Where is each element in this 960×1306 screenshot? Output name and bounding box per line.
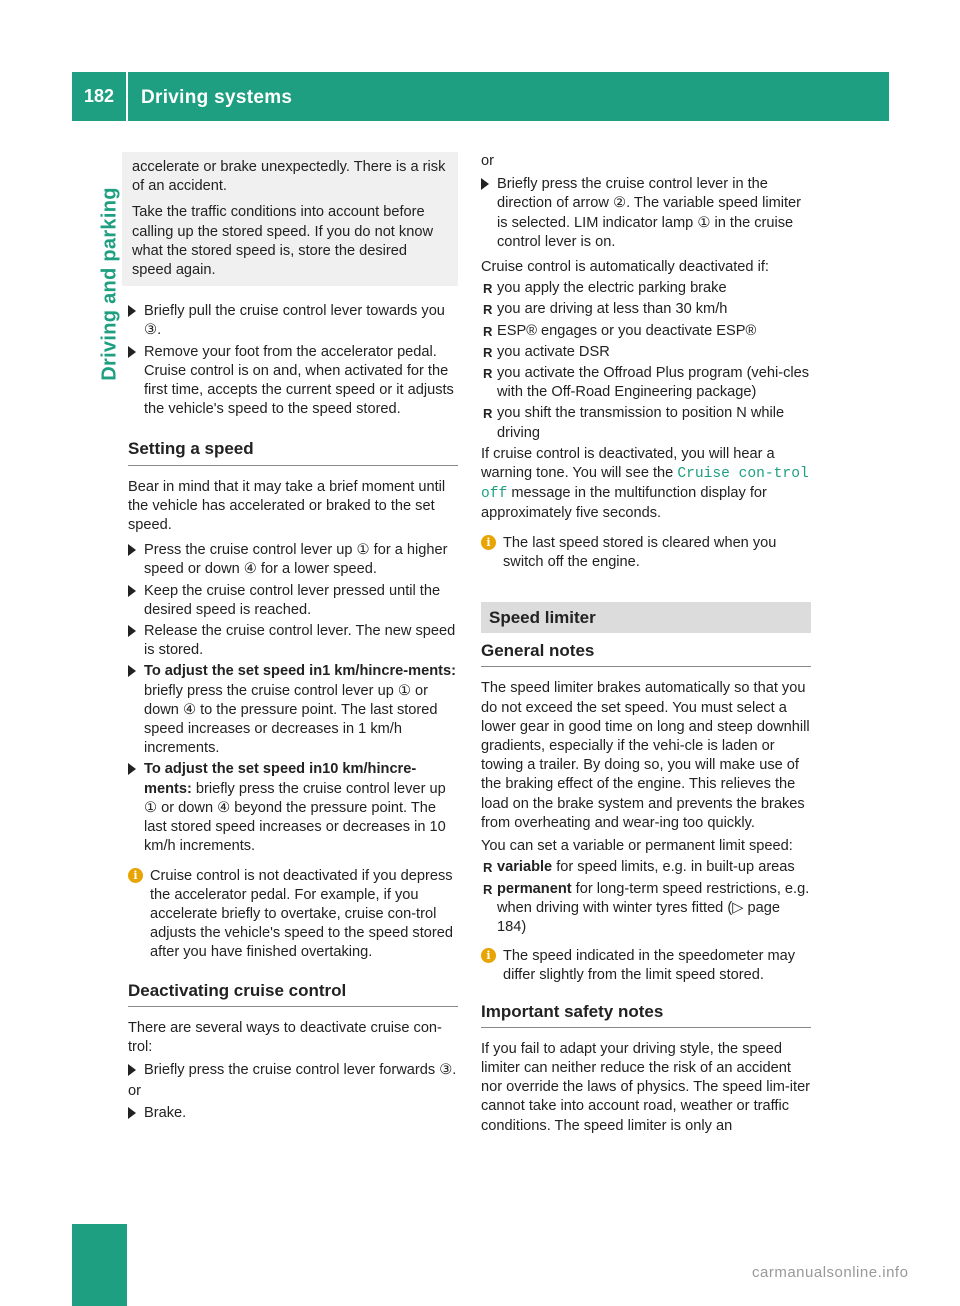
step-text: Briefly pull the cruise control lever towards you ③.: [144, 303, 445, 339]
section-title-general-notes: General notes: [481, 641, 811, 667]
list-item: [481, 322, 811, 341]
list-item: [481, 343, 811, 362]
or-text: or: [128, 1083, 141, 1100]
step-text: briefly press the cruise control lever up ① or down ④ to the pressure point. The last stored speed increases or decreases in 1 km/h increments.: [144, 682, 438, 757]
section-title-safety-notes: Important safety notes: [481, 1002, 811, 1028]
msg-pre: If cruise control is deactivated, you will hear a warning tone. You will see the: [481, 445, 775, 482]
step-item: [481, 175, 811, 252]
info-icon: i: [481, 948, 496, 963]
list-item: [481, 300, 811, 319]
warning-text-2: Take the traffic conditions into account before calling up the stored speed. If you do not know what the stored speed is, store the desired speed again.: [132, 204, 433, 279]
or-text: or: [481, 153, 494, 169]
step-item: [128, 302, 458, 340]
list-text: ESP® engages or you deactivate ESP®: [497, 322, 757, 339]
step-item: [128, 1061, 458, 1080]
msg-post: message in the multifunction display for approximately five seconds.: [481, 485, 767, 522]
step-bold: To adjust the set speed in1 km/hincre-ments:: [144, 663, 456, 680]
arrow-bullet-icon: [128, 585, 136, 597]
step-text: briefly press the cruise control lever up ① or down ④ beyond the pressure point. The last stored speed increases or decreases in 10 km/h increments.: [144, 780, 446, 855]
arrow-bullet-icon: [128, 1107, 136, 1119]
auto-deact-intro: Cruise control is automatically deactivated if:: [481, 259, 769, 276]
info-icon: i: [128, 868, 143, 883]
list-bold: permanent: [497, 880, 572, 897]
arrow-bullet-icon: [481, 178, 489, 190]
list-item: [481, 880, 811, 938]
r-bullet-icon: R: [483, 881, 493, 897]
step-item: [128, 582, 458, 620]
list-text: you shift the transmission to position N while driving: [497, 405, 785, 441]
safety-text: If you fail to adapt your driving style, the speed limiter can neither reduce the risk of an accident nor override the laws of physics. The speed lim-iter cannot take into account road, weather or traffic conditions. The speed limiter is only an: [481, 1040, 811, 1134]
list-text: you activate the Offroad Plus program (vehi-cles with the Off-Road Engineering package): [497, 365, 810, 401]
right-column: [481, 152, 811, 1136]
step-item: [128, 1104, 458, 1123]
list-item: [481, 364, 811, 402]
step-text: Release the cruise control lever. The new speed is stored.: [144, 623, 456, 659]
step-text: Brake.: [144, 1104, 187, 1121]
r-bullet-icon: R: [483, 281, 493, 297]
arrow-bullet-icon: [128, 763, 136, 775]
list-item: [481, 404, 811, 442]
step-text: Press the cruise control lever up ① for a higher speed or down ④ for a lower speed.: [144, 542, 448, 578]
step-text: Keep the cruise control lever pressed until the desired speed is reached.: [144, 582, 441, 618]
r-bullet-icon: R: [483, 406, 493, 422]
r-bullet-icon: R: [483, 344, 493, 360]
setting-intro: Bear in mind that it may take a brief moment until the vehicle has accelerated or braked to the set speed.: [128, 478, 446, 534]
step-item: [128, 760, 458, 856]
section-title-setting-speed: Setting a speed: [128, 439, 458, 465]
left-column: [128, 152, 458, 1123]
sidebar-marker: [72, 1224, 127, 1306]
deact-message-text: [481, 445, 811, 524]
step-bold: To adjust the set speed in10 km/hincre-ments:: [144, 761, 417, 797]
page-number: 182: [83, 86, 115, 106]
step-item: [128, 662, 458, 758]
step-text: Briefly press the cruise control lever in the direction of arrow ②. The variable speed limiter is selected. LIM indicator lamp ① in the cruise control lever is on.: [497, 176, 802, 250]
list-text: for long-term speed restrictions, e.g. when driving with winter tyres fitted (▷ page 184): [497, 880, 810, 935]
limit-intro: You can set a variable or permanent limit speed:: [481, 838, 793, 855]
list-text: you apply the electric parking brake: [497, 280, 727, 297]
section-title-deactivating: Deactivating cruise control: [128, 981, 458, 1007]
step-text: Briefly press the cruise control lever forwards ③.: [144, 1062, 457, 1079]
r-bullet-icon: R: [483, 366, 493, 382]
list-text: you are driving at less than 30 km/h: [497, 301, 728, 318]
arrow-bullet-icon: [128, 305, 136, 317]
info-note: [481, 534, 811, 572]
display-message-code: Cruise con-trol off: [481, 466, 809, 503]
arrow-bullet-icon: [128, 1064, 136, 1076]
sidebar-label: Driving and parking: [98, 187, 121, 381]
list-bold: variable: [497, 859, 553, 876]
list-text: you activate DSR: [497, 343, 610, 360]
section-header-speed-limiter: Speed limiter: [481, 602, 811, 633]
info-text: Cruise control is not deactivated if you depress the accelerator pedal. For example, if you accelerate briefly to overtake, cruise con-trol adjusts the vehicle's speed to the speed stored after you have finished overtaking.: [150, 867, 453, 961]
watermark: carmanualsonline.info: [752, 1264, 909, 1281]
header-divider: [126, 72, 128, 121]
info-note: [481, 947, 811, 985]
info-icon: i: [481, 535, 496, 550]
warning-text-1: accelerate or brake unexpectedly. There is a risk of an accident.: [132, 159, 446, 195]
page-header: [72, 72, 889, 121]
deact-intro: There are several ways to deactivate cruise con-trol:: [128, 1019, 442, 1055]
step-item: [128, 343, 458, 420]
warning-box: [122, 152, 458, 286]
r-bullet-icon: R: [483, 323, 493, 339]
arrow-bullet-icon: [128, 665, 136, 677]
r-bullet-icon: R: [483, 860, 493, 876]
arrow-bullet-icon: [128, 625, 136, 637]
step-item: [128, 622, 458, 660]
list-item: [481, 279, 811, 298]
info-note: [128, 867, 458, 963]
info-text: The speed indicated in the speedometer may differ slightly from the limit speed stored.: [503, 948, 796, 984]
r-bullet-icon: R: [483, 302, 493, 318]
info-text: The last speed stored is cleared when you switch off the engine.: [503, 534, 777, 570]
step-item: [128, 541, 458, 579]
arrow-bullet-icon: [128, 346, 136, 358]
step-text: Remove your foot from the accelerator pedal. Cruise control is on and, when activated for the first time, accepts the current speed or it adjusts the vehicle's speed to the speed stored.: [144, 343, 454, 418]
list-item: [481, 858, 811, 877]
general-text: The speed limiter brakes automatically so that you do not exceed the set speed. You must select a lower gear in good time on long and steep downhill gradients, especially if the vehi-cle is laden or towing a trailer. By doing so, you will make use of the braking effect of the engine. This relieves the load on the brake system and prevents the brakes from overheating and wear-ing too quickly.: [481, 680, 810, 831]
arrow-bullet-icon: [128, 544, 136, 556]
list-text: for speed limits, e.g. in built-up areas: [552, 859, 795, 876]
page-title: Driving systems: [141, 87, 293, 108]
